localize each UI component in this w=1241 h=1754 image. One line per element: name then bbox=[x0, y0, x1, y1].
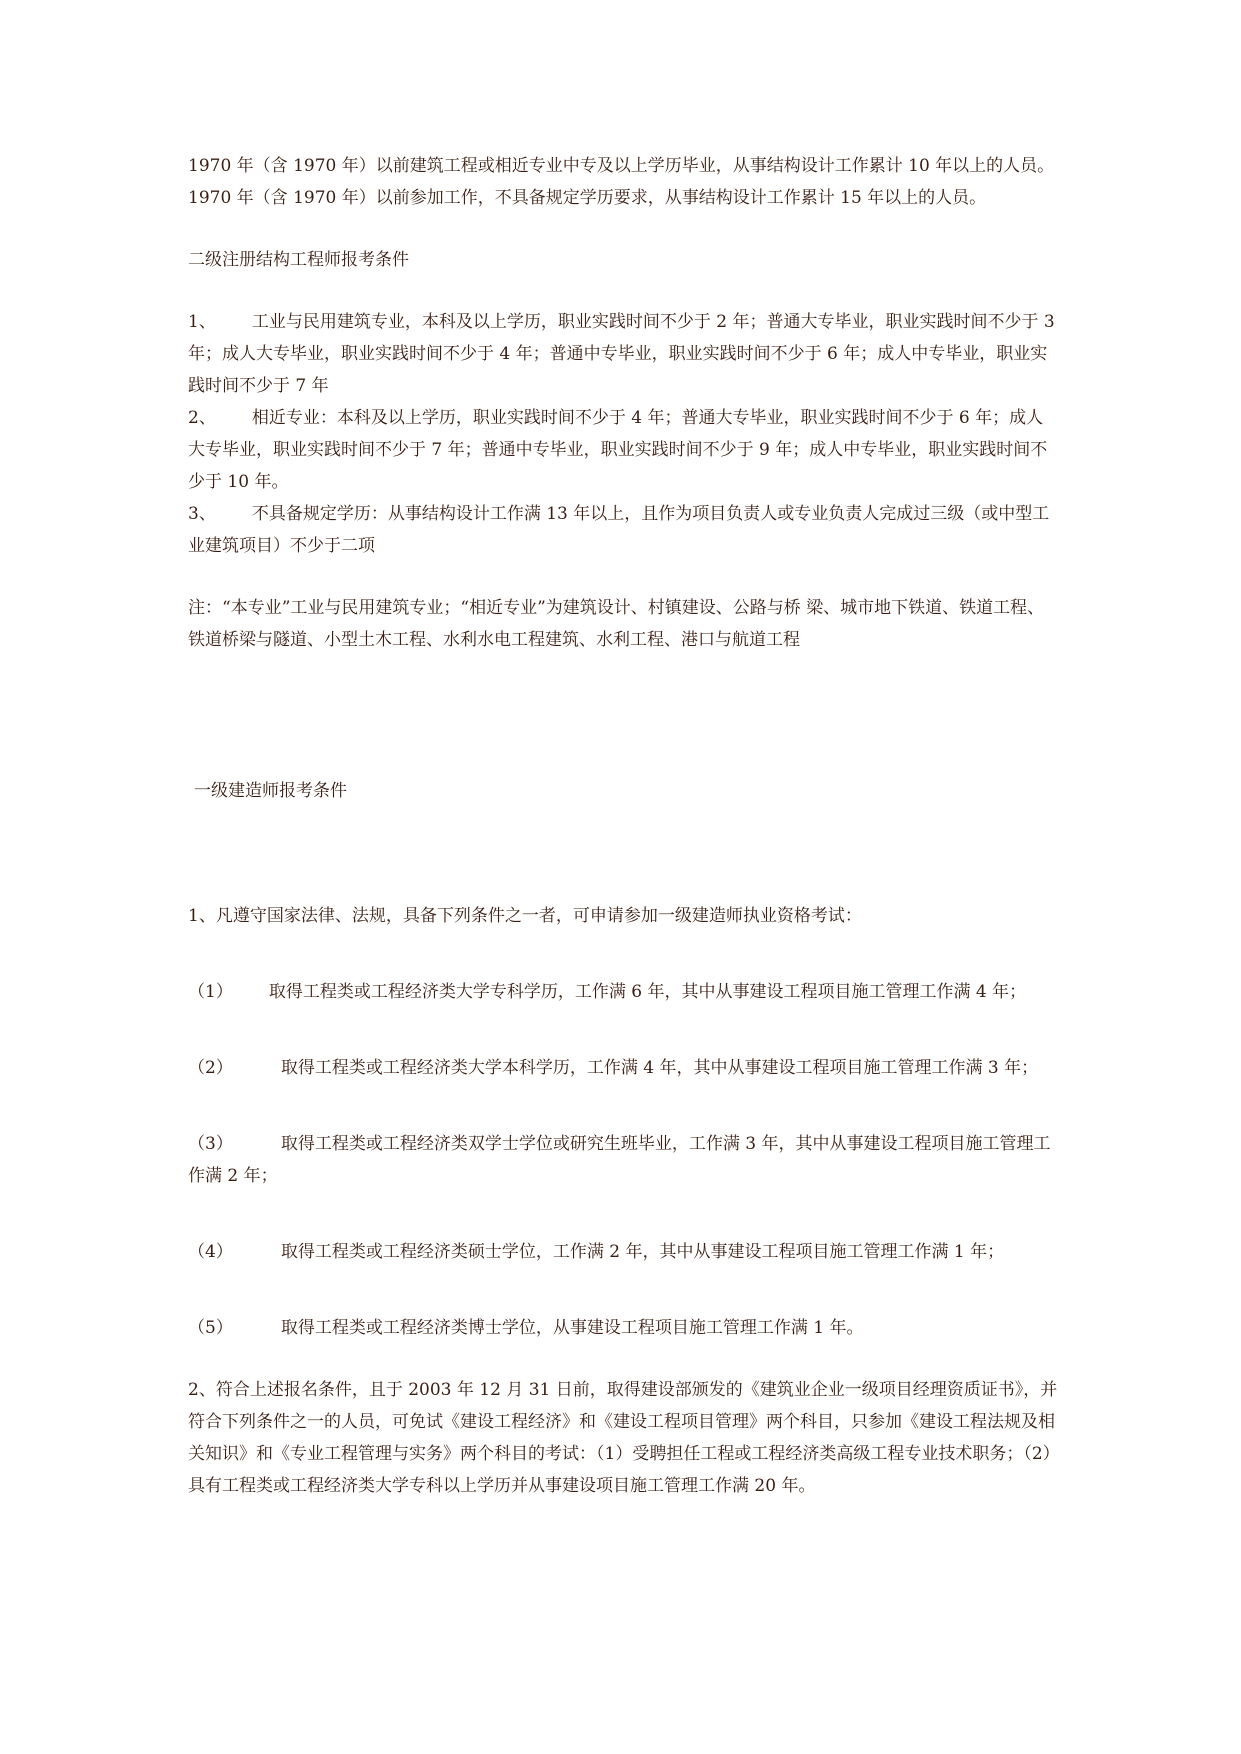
list-text: 相近专业：本科及以上学历，职业实践时间不少于 4 年；普通大专毕业，职业实践时间不少于 6 年；成人大专毕业，职业实践时间不少于 7 年；普通中专毕业，职业实践时间不少于 9 年；成人中专毕业，职业实践时间不少于 10 年。 bbox=[188, 408, 1048, 492]
condition-1: 1、凡遵守国家法律、法规，具备下列条件之一者，可申请参加一级建造师执业资格考试： bbox=[188, 906, 862, 926]
sub-condition-item bbox=[188, 1052, 1058, 1084]
list-text: 不具备规定学历：从事结构设计工作满 13 年以上，且作为项目负责人或专业负责人完成过三级（或中型工业建筑项目）不少于二项 bbox=[188, 504, 1050, 556]
document-body bbox=[188, 150, 1058, 656]
sub-condition-item bbox=[188, 1312, 1058, 1344]
document-body-part3 bbox=[188, 900, 1058, 1502]
list-number: 1、 bbox=[188, 312, 216, 332]
paragraph-1970-degree: 1970 年（含 1970 年）以前建筑工程或相近专业中专及以上学历毕业，从事结构设计工作累计 10 年以上的人员。 bbox=[188, 156, 1055, 176]
document-body-part2 bbox=[188, 775, 1058, 807]
list-text: 取得工程类或工程经济类硕士学位，工作满 2 年，其中从事建设工程项目施工管理工作满 1 年； bbox=[280, 1242, 1005, 1262]
list-number: （1） bbox=[188, 982, 233, 1002]
list-item bbox=[188, 402, 1058, 498]
list-number: （4） bbox=[188, 1242, 233, 1262]
list-number: 3、 bbox=[188, 504, 216, 524]
list-text: 取得工程类或工程经济类大学专科学历，工作满 6 年，其中从事建设工程项目施工管理工作满 4 年； bbox=[268, 982, 1027, 1002]
list-text: 取得工程类或工程经济类双学士学位或研究生班毕业，工作满 3 年，其中从事建设工程项目施工管理工作满 2 年； bbox=[188, 1134, 1051, 1186]
note-paragraph: 注：“本专业”工业与民用建筑专业；“相近专业”为建筑设计、村镇建设、公路与桥 梁、城市地下铁道、铁道工程、铁道桥梁与隧道、小型土木工程、水利水电工程建筑、水利工程、港口与航道工程 bbox=[188, 598, 1045, 650]
heading-level1-constructor: 一级建造师报考条件 bbox=[194, 781, 347, 801]
sub-condition-item bbox=[188, 1128, 1058, 1192]
list-item bbox=[188, 498, 1058, 562]
heading-level2-structural-engineer: 二级注册结构工程师报考条件 bbox=[188, 250, 409, 270]
list-number: （5） bbox=[188, 1318, 233, 1338]
list-text: 取得工程类或工程经济类博士学位，从事建设工程项目施工管理工作满 1 年。 bbox=[280, 1318, 864, 1338]
list-number: 2、 bbox=[188, 408, 216, 428]
list-item bbox=[188, 306, 1058, 402]
condition-2: 2、符合上述报名条件，且于 2003 年 12 月 31 日前，取得建设部颁发的《建筑业企业一级项目经理资质证书》，并符合下列条件之一的人员，可免试《建设工程经济》和《建设工程项目管理》两个科目，只参加《建设工程法规及相关知识》和《专业工程管理与实务》两个科目的考试：（1）受聘担任工程或工程经济类高级工程专业技术职务；（2）具有工程类或工程经济类大学专科以上学历并从事建设项目施工管理工作满 20 年。 bbox=[188, 1380, 1058, 1496]
sub-condition-item bbox=[188, 1236, 1058, 1268]
list-text: 工业与民用建筑专业，本科及以上学历，职业实践时间不少于 2 年；普通大专毕业，职业实践时间不少于 3 年；成人大专毕业，职业实践时间不少于 4 年；普通中专毕业，职业实践时间不少于 6 年；成人中专毕业，职业实践时间不少于 7 年 bbox=[188, 312, 1055, 396]
paragraph-1970-work: 1970 年（含 1970 年）以前参加工作，不具备规定学历要求，从事结构设计工作累计 15 年以上的人员。 bbox=[188, 188, 987, 208]
sub-condition-item bbox=[188, 976, 1058, 1008]
list-number: （3） bbox=[188, 1134, 233, 1154]
list-number: （2） bbox=[188, 1058, 233, 1078]
list-text: 取得工程类或工程经济类大学本科学历，工作满 4 年，其中从事建设工程项目施工管理工作满 3 年； bbox=[280, 1058, 1039, 1078]
